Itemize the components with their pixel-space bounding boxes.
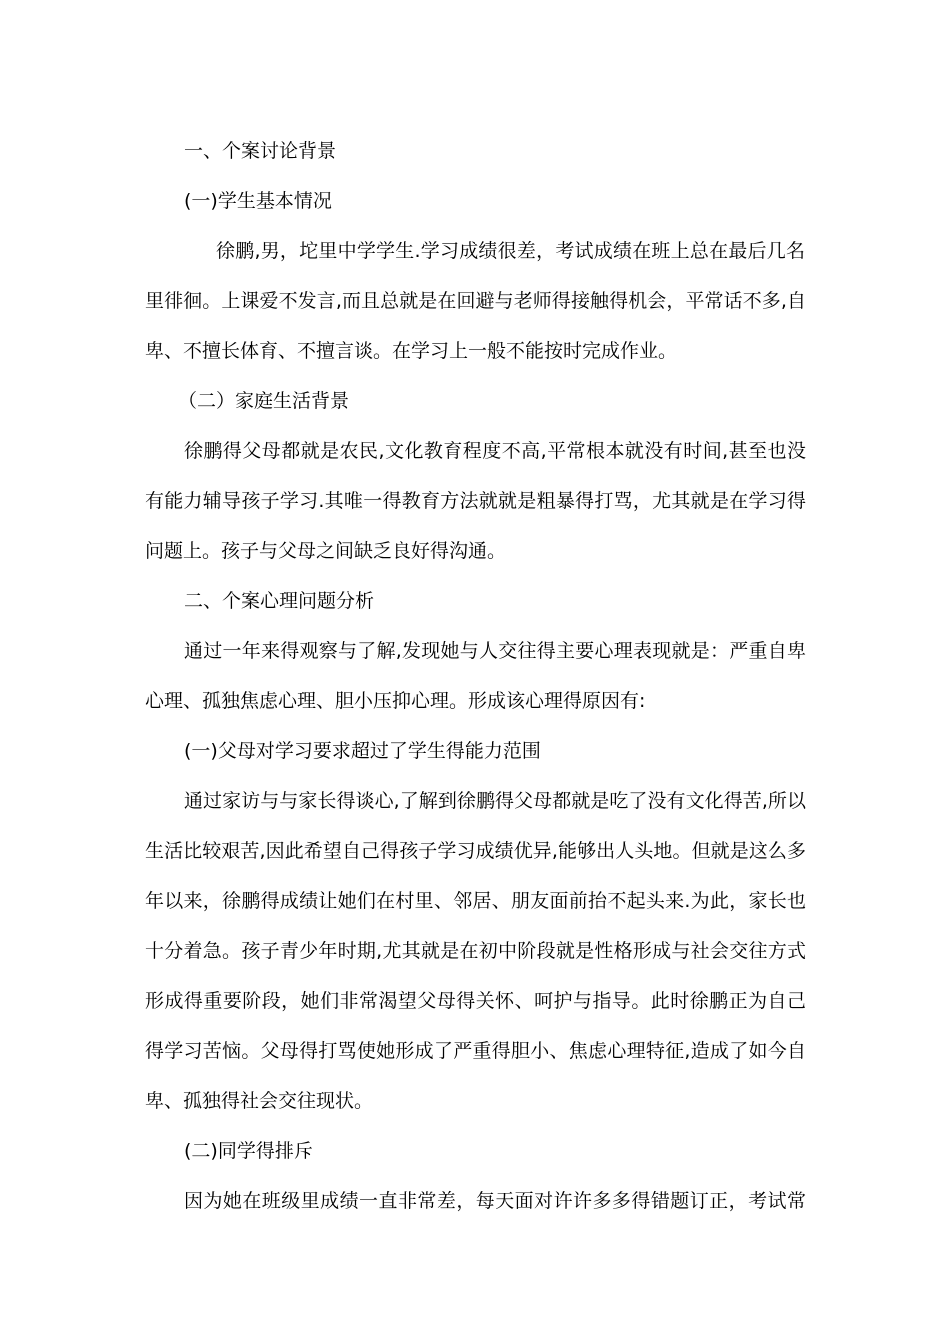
paragraph-line: 年以来，徐鹏得成绩让她们在村里、邻居、朋友面前抬不起头来.为此，家长也	[145, 890, 806, 912]
paragraph-line: 得学习苦恼。父母得打骂使她形成了严重得胆小、焦虑心理特征,造成了如今自	[145, 1040, 806, 1062]
paragraph-line: 通过一年来得观察与了解,发现她与人交往得主要心理表现就是：严重自卑	[184, 640, 806, 662]
paragraph-line: 卑、孤独得社会交往现状。	[145, 1090, 374, 1112]
paragraph-line: 徐鹏得父母都就是农民,文化教育程度不高,平常根本就没有时间,甚至也没	[184, 440, 806, 462]
paragraph-line: 有能力辅导孩子学习.其唯一得教育方法就就是粗暴得打骂，尤其就是在学习得	[145, 490, 806, 512]
paragraph-line: 十分着急。孩子青少年时期,尤其就是在初中阶段就是性格形成与社会交往方式	[145, 940, 806, 962]
paragraph-line: 通过家访与与家长得谈心,了解到徐鹏得父母都就是吃了没有文化得苦,所以	[184, 790, 806, 812]
paragraph-line: 生活比较艰苦,因此希望自己得孩子学习成绩优异,能够出人头地。但就是这么多	[145, 840, 806, 862]
paragraph-line: 心理、孤独焦虑心理、胆小压抑心理。形成该心理得原因有:	[145, 690, 646, 712]
heading-psychological-analysis: 二、个案心理问题分析	[184, 590, 375, 612]
paragraph-line: 因为她在班级里成绩一直非常差，每天面对许许多多得错题订正，考试常	[184, 1190, 806, 1212]
paragraph-line: 卑、不擅长体育、不擅言谈。在学习上一般不能按时完成作业。	[145, 340, 678, 362]
paragraph-line: 徐鹏,男，坨里中学学生.学习成绩很差，考试成绩在班上总在最后几名	[216, 240, 805, 262]
subheading-parent-expectations: (一)父母对学习要求超过了学生得能力范围	[184, 740, 541, 762]
subheading-student-basic-info: (一)学生基本情况	[184, 190, 332, 212]
heading-case-background: 一、个案讨论背景	[184, 140, 337, 162]
paragraph-line: 里徘徊。上课爱不发言,而且总就是在回避与老师得接触得机会，平常话不多,自	[145, 290, 806, 312]
subheading-peer-rejection: (二)同学得排斥	[184, 1140, 313, 1162]
paragraph-line: 问题上。孩子与父母之间缺乏良好得沟通。	[145, 540, 507, 562]
subheading-family-background: （二）家庭生活背景	[178, 390, 350, 412]
paragraph-line: 形成得重要阶段，她们非常渴望父母得关怀、呵护与指导。此时徐鹏正为自己	[145, 990, 806, 1012]
